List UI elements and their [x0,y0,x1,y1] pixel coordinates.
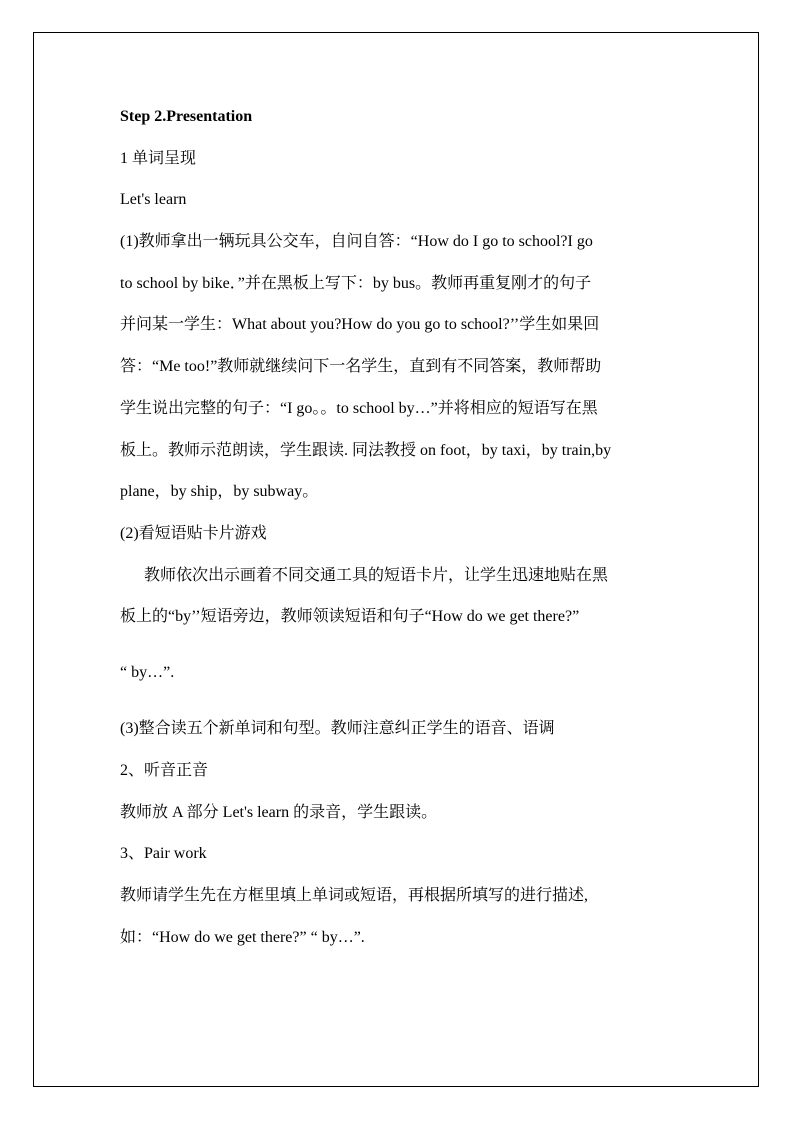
section2-title: 2、听音正音 [120,761,209,779]
step-heading: Step 2.Presentation [120,108,253,125]
para2-line: “ by…”. [120,664,175,682]
section1-title: 1 单词呈现 [120,149,197,167]
section3-line: 教师请学生先在方框里填上单词或短语，再根据所填写的进行描述, [120,887,589,904]
section3-title: 3、Pair work [120,845,207,863]
para1-line: 板上。教师示范朗读，学生跟读. 同法教授 on foot，by taxi，by train,by [120,441,612,459]
para1-line: to school by bike．”并在黑板上写下：by bus。教师再重复刚才的句子 [120,274,592,292]
para1-line: 答：“Me too!”教师就继续问下一名学生，直到有不同答案，教师帮助 [120,358,602,376]
lets-learn-label: Let's learn [120,191,187,209]
para2-line: 教师依次出示画着不同交通工具的短语卡片，让学生迅速地贴在黑 [144,566,609,584]
para1-line: 学生说出完整的句子：“I go。。to school by…”并将相应的短语写在黑 [120,399,598,417]
section3-line: 如：“How do we get there?” “ by…”. [120,928,365,946]
para1-line: (1)教师拿出一辆玩具公交车，自问自答：“How do I go to school?I go [120,233,593,251]
document-body [120,100,692,962]
page-bottom-rule [35,1086,757,1087]
section2-text: 教师放 A 部分 Let's learn 的录音，学生跟读。 [120,803,438,821]
para1-line: 并问某一学生：What about you?How do you go to school?’’学生如果回 [120,316,600,334]
sub3-text: (3)整合读五个新单词和句型。教师注意纠正学生的语音、语调 [120,720,555,738]
sub2-title: (2)看短语贴卡片游戏 [120,524,267,542]
para1-line: plane，by ship，by subway。 [120,483,319,501]
para2-line: 板上的“by’’短语旁边，教师领读短语和句子“How do we get there?” [120,608,580,626]
